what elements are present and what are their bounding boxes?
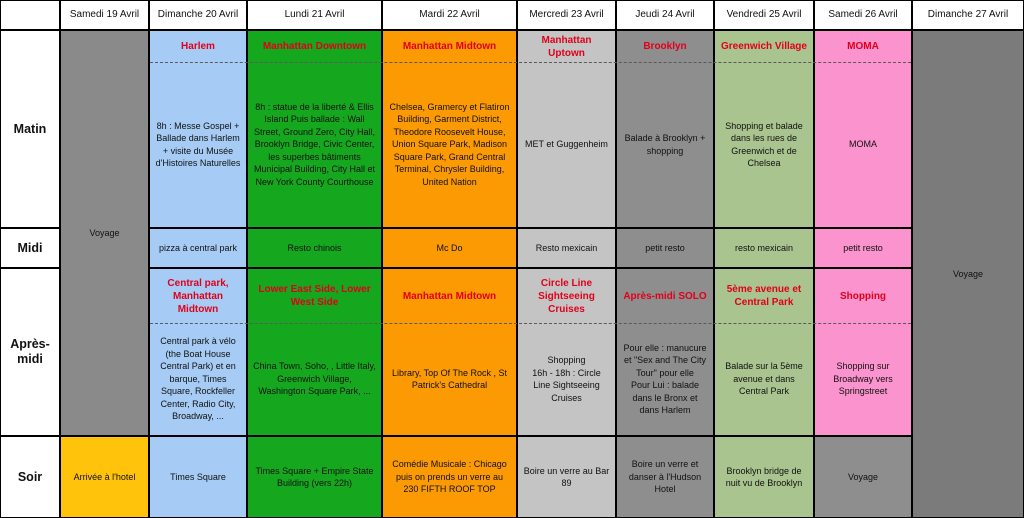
voyage-cell-end: Voyage	[913, 31, 1023, 517]
voyage-cell-start: Voyage	[61, 31, 148, 435]
midi-cell: Mc Do	[383, 229, 516, 267]
matin-title-cell	[383, 31, 516, 62]
pm-title: Après-midi SOLO	[623, 290, 707, 302]
header-day: Dimanche 27 Avril	[913, 1, 1023, 29]
header-day: Samedi 19 Avril	[61, 1, 148, 29]
row-label-soir: Soir	[1, 437, 59, 517]
midi-cell: Resto mexicain	[518, 229, 615, 267]
pm-title-cell	[815, 269, 911, 323]
pm-text-cell: Balade sur la 5ème avenue et dans Central Park	[715, 323, 813, 435]
pm-title-cell	[518, 269, 615, 323]
header-day: Samedi 26 Avril	[815, 1, 911, 29]
matin-text-cell: MET et Guggenheim	[518, 62, 615, 227]
pm-title: Lower East Side, Lower West Side	[258, 284, 371, 308]
header-day: Mardi 22 Avril	[383, 1, 516, 29]
matin-title: MOMA	[847, 41, 879, 52]
header-day: Mercredi 23 Avril	[518, 1, 615, 29]
matin-title: Manhattan Downtown	[262, 41, 367, 52]
header-day: Jeudi 24 Avril	[617, 1, 713, 29]
soir-cell-arrivee: Arrivée à l'hotel	[61, 437, 148, 517]
soir-cell: Brooklyn bridge de nuit vu de Brooklyn	[715, 437, 813, 517]
pm-title: Shopping	[839, 290, 887, 302]
soir-cell: Voyage	[815, 437, 911, 517]
pm-title: Central park, Manhattan Midtown	[167, 277, 229, 315]
matin-text-cell: 8h : statue de la liberté & Ellis Island Puis ballade : Wall Street, Ground Zero, City Hall, Brooklyn Bridge, Civic Center, les superbes bâtiments Municipal Building, City Hall et New York County Courthouse	[248, 62, 381, 227]
pm-title: Circle Line Sightseeing Cruises	[538, 277, 595, 315]
midi-cell: Resto chinois	[248, 229, 381, 267]
matin-text-cell: Balade à Brooklyn + shopping	[617, 62, 713, 227]
soir-cell: Boire un verre au Bar 89	[518, 437, 615, 517]
pm-title-cell	[715, 269, 813, 323]
midi-cell: petit resto	[815, 229, 911, 267]
soir-cell: Times Square + Empire State Building (vers 22h)	[248, 437, 381, 517]
pm-text-cell: Pour elle : manucure et "Sex and The City Tour" pour elle Pour Lui : balade dans le Bronx et dans Harlem	[617, 323, 713, 435]
pm-title: 5ème avenue et Central Park	[726, 284, 802, 308]
matin-title: Brooklyn	[643, 41, 687, 52]
matin-title: Manhattan Uptown	[541, 34, 592, 59]
pm-title-cell	[617, 269, 713, 323]
pm-title-cell	[150, 269, 246, 323]
pm-text-cell: Library, Top Of The Rock , St Patrick's Cathedral	[383, 323, 516, 435]
matin-title: Harlem	[181, 41, 215, 52]
matin-title-cell	[248, 31, 381, 62]
pm-text-cell: Shopping sur Broadway vers Springstreet	[815, 323, 911, 435]
midi-cell: resto mexicain	[715, 229, 813, 267]
matin-text-cell: Chelsea, Gramercy et Flatiron Building, Garment District, Theodore Roosevelt House, Union Square Park, Madison Square Park, Grand Central Terminal, Chrysler Building, United Nation	[383, 62, 516, 227]
matin-title-cell	[815, 31, 911, 62]
matin-text-cell: Shopping et balade dans les rues de Greenwich et de Chelsea	[715, 62, 813, 227]
matin-title: Manhattan Midtown	[402, 41, 497, 52]
header-day: Vendredi 25 Avril	[715, 1, 813, 29]
soir-cell: Comédie Musicale : Chicago puis on prends un verre au 230 FIFTH ROOF TOP	[383, 437, 516, 517]
corner-cell	[1, 1, 59, 29]
pm-title-cell	[248, 269, 381, 323]
pm-text-cell: China Town, Soho, , Little Italy, Greenwich Village, Washington Square Park, ...	[248, 323, 381, 435]
midi-cell: pizza à central park	[150, 229, 246, 267]
midi-cell: petit resto	[617, 229, 713, 267]
pm-text-cell: Shopping 16h - 18h : Circle Line Sightseeing Cruises	[518, 323, 615, 435]
row-label-apresmidi: Après- midi	[1, 269, 59, 435]
soir-cell: Boire un verre et danser à l'Hudson Hotel	[617, 437, 713, 517]
pm-title: Manhattan Midtown	[402, 290, 497, 302]
dashed-separator	[150, 323, 911, 324]
header-day: Lundi 21 Avril	[248, 1, 381, 29]
matin-text-cell: 8h : Messe Gospel + Ballade dans Harlem + visite du Musée d'Histoires Naturelles	[150, 62, 246, 227]
pm-title-cell	[383, 269, 516, 323]
matin-text-cell: MOMA	[815, 62, 911, 227]
matin-title-cell	[518, 31, 615, 62]
matin-title-cell	[715, 31, 813, 62]
header-day: Dimanche 20 Avril	[150, 1, 246, 29]
soir-cell: Times Square	[150, 437, 246, 517]
pm-text-cell: Central park à vélo (the Boat House Central Park) et en barque, Times Square, Rockfeller Center, Radio City, Broadway, ...	[150, 323, 246, 435]
matin-title-cell	[617, 31, 713, 62]
row-label-midi: Midi	[1, 229, 59, 267]
matin-title-cell	[150, 31, 246, 62]
dashed-separator	[150, 62, 911, 63]
matin-title: Greenwich Village	[721, 41, 807, 52]
row-label-matin: Matin	[1, 31, 59, 227]
